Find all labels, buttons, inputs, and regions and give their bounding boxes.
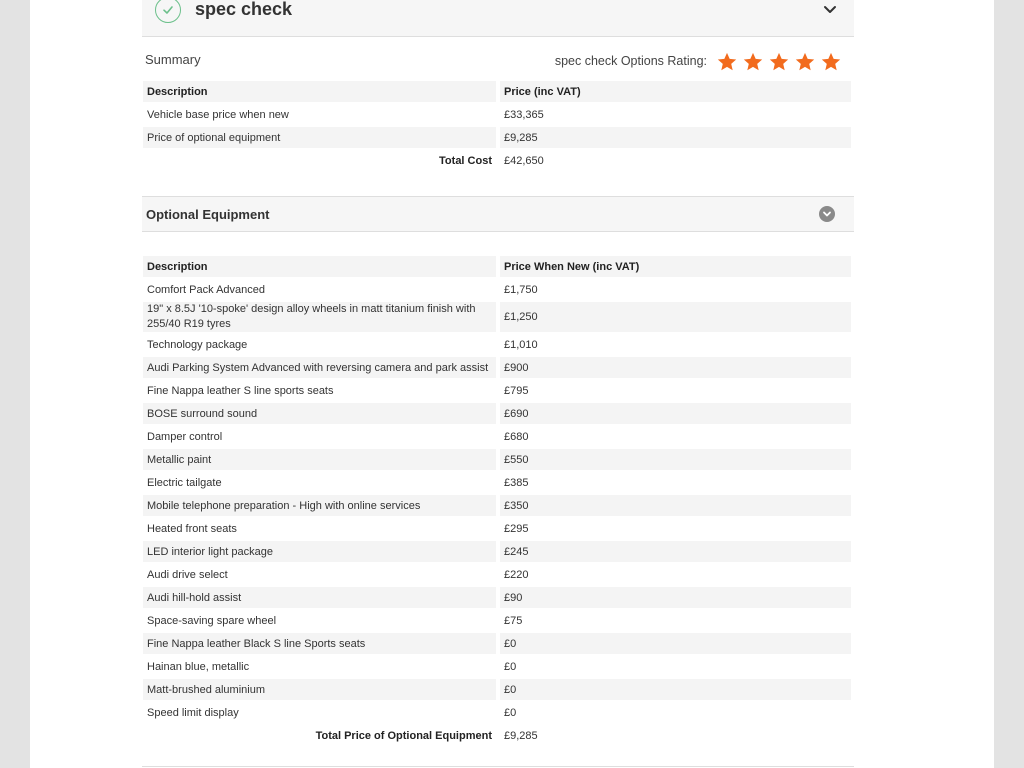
table-row <box>143 449 851 470</box>
table-row <box>143 702 851 723</box>
row-price: £0 <box>504 706 517 719</box>
table-row <box>143 633 851 654</box>
row-description: Speed limit display <box>147 706 239 719</box>
row-description: Comfort Pack Advanced <box>147 283 266 296</box>
table-row <box>143 656 851 677</box>
table-row <box>143 587 851 608</box>
row-description: Vehicle base price when new <box>147 108 289 121</box>
optional-total-row <box>143 725 851 746</box>
spec-check-header[interactable] <box>142 0 854 37</box>
row-price: £550 <box>500 449 851 470</box>
row-description: Price of optional equipment <box>143 127 496 148</box>
table-row <box>143 426 851 447</box>
row-price: £9,285 <box>500 127 851 148</box>
row-description: 19" x 8.5J '10-spoke' design alloy wheels in matt titanium finish with 255/40 R19 tyres <box>143 302 496 332</box>
row-price: £220 <box>504 568 529 581</box>
spec-check-title: spec check <box>195 0 293 19</box>
table-row <box>143 472 851 493</box>
star-icon <box>768 51 790 73</box>
row-description: Technology package <box>147 338 248 351</box>
summary-label: Summary <box>145 52 201 67</box>
table-row <box>143 610 851 631</box>
row-price: £0 <box>500 679 851 700</box>
optional-equipment-title: Optional Equipment <box>146 207 270 222</box>
row-price: £245 <box>500 541 851 562</box>
row-price: £1,010 <box>504 338 538 351</box>
row-description: Hainan blue, metallic <box>147 660 250 673</box>
row-description: Fine Nappa leather Black S line Sports seats <box>143 633 496 654</box>
table-row <box>143 279 851 300</box>
row-description: Space-saving spare wheel <box>147 614 277 627</box>
table-row <box>143 334 851 355</box>
row-price: £795 <box>504 384 529 397</box>
chevron-down-circle-icon[interactable] <box>819 206 835 222</box>
row-price: £295 <box>504 522 529 535</box>
optional-total-label: Total Price of Optional Equipment <box>143 725 496 746</box>
row-description: Mobile telephone preparation - High with online services <box>143 495 496 516</box>
row-description: Heated front seats <box>147 522 237 535</box>
optional-description-header: Description <box>143 256 496 277</box>
optional-total-value: £9,285 <box>504 729 538 742</box>
row-price: £0 <box>504 660 517 673</box>
row-description: Electric tailgate <box>147 476 222 489</box>
star-icon <box>742 51 764 73</box>
table-row <box>143 380 851 401</box>
row-price: £75 <box>504 614 523 627</box>
table-row <box>143 495 851 516</box>
page <box>30 0 994 768</box>
summary-table-header <box>143 81 851 102</box>
row-price: £690 <box>500 403 851 424</box>
check-icon <box>155 0 181 23</box>
table-row <box>143 357 851 378</box>
row-price: £90 <box>500 587 851 608</box>
star-icon <box>794 51 816 73</box>
row-price: £33,365 <box>504 108 544 121</box>
row-description: Matt-brushed aluminium <box>143 679 496 700</box>
row-price: £680 <box>504 430 529 443</box>
row-price: £900 <box>500 357 851 378</box>
row-description: LED interior light package <box>143 541 496 562</box>
summary-row <box>142 37 854 79</box>
star-icon <box>716 51 738 73</box>
optional-equipment-table-header <box>143 256 851 277</box>
summary-description-header: Description <box>143 81 496 102</box>
total-cost-label: Total Cost <box>143 150 496 171</box>
optional-equipment-header[interactable] <box>142 196 854 232</box>
row-description: Audi Parking System Advanced with reversing camera and park assist <box>143 357 496 378</box>
row-price: £1,750 <box>504 283 538 296</box>
table-row <box>143 104 851 125</box>
row-description: Fine Nappa leather S line sports seats <box>147 384 334 397</box>
spec-check-panel <box>142 0 854 748</box>
divider <box>142 766 854 767</box>
optional-price-header: Price When New (inc VAT) <box>500 256 851 277</box>
table-row <box>143 564 851 585</box>
row-description: BOSE surround sound <box>143 403 496 424</box>
table-row <box>143 403 851 424</box>
table-row <box>143 127 851 148</box>
summary-price-header: Price (inc VAT) <box>500 81 851 102</box>
row-price: £1,250 <box>500 302 851 332</box>
optional-equipment-table <box>143 254 851 748</box>
chevron-down-icon[interactable] <box>822 1 838 17</box>
row-price: £0 <box>500 633 851 654</box>
row-description: Audi hill-hold assist <box>143 587 496 608</box>
options-rating-stars <box>716 51 842 73</box>
row-description: Audi drive select <box>147 568 228 581</box>
summary-table <box>143 79 851 173</box>
summary-total-row <box>143 150 851 171</box>
row-price: £350 <box>500 495 851 516</box>
total-cost-value: £42,650 <box>504 154 544 167</box>
row-description: Damper control <box>147 430 223 443</box>
table-row <box>143 679 851 700</box>
options-rating-label: spec check Options Rating: <box>554 54 707 68</box>
row-price: £385 <box>504 476 529 489</box>
star-icon <box>820 51 842 73</box>
table-row <box>143 302 851 332</box>
table-row <box>143 541 851 562</box>
table-row <box>143 518 851 539</box>
row-description: Metallic paint <box>143 449 496 470</box>
